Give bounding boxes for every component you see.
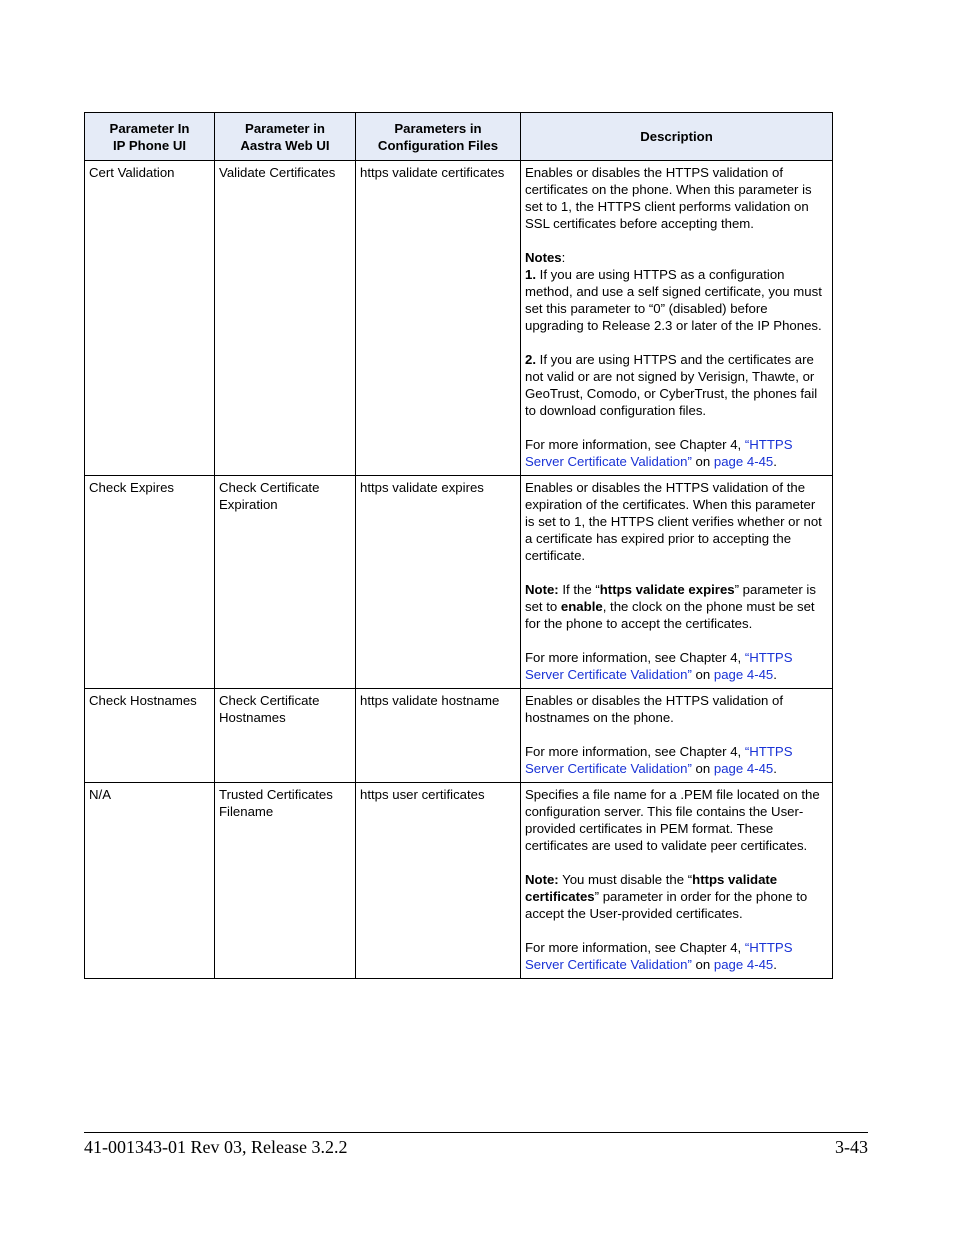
note-1: 1. If you are using HTTPS as a configuration method, and use a self signed certificate, you must set this parameter to “0” (disabled) before upgrading to Release 2.3 or later of the IP Phones. [525,267,822,333]
description-intro: Enables or disables the HTTPS validation of certificates on the phone. When this parameter is set to 1, the HTTPS client performs validation on SSL certificates before accepting them. [525,165,812,231]
section-link[interactable]: “HTTPS Server Certificate Validation” [525,437,793,469]
header-ip-phone-ui: Parameter In IP Phone UI [85,113,215,161]
section-link[interactable]: “HTTPS Server Certificate Validation” [525,744,793,776]
cell-description [521,161,833,476]
footer-doc-id: 41-001343-01 Rev 03, Release 3.2.2 [84,1137,348,1157]
cell-ip-phone-ui: Check Expires [85,476,215,689]
page-link[interactable]: page 4-45 [713,667,774,682]
notes-heading: Notes: [525,250,566,265]
note-2: 2. If you are using HTTPS and the certificates are not valid or are not signed by Verisign, Thawte, or GeoTrust, Comodo, or CyberTrust, the phones fail to download configuration files. [525,352,818,418]
table-row [85,783,833,979]
table-row [85,689,833,783]
more-info: For more information, see Chapter 4, “HTTPS Server Certificate Validation” on page 4-45. [525,437,793,469]
page-link[interactable]: page 4-45 [713,761,774,776]
cell-config-file: https validate expires [356,476,521,689]
cell-description [521,689,833,783]
cell-config-file: https user certificates [356,783,521,979]
cell-description [521,783,833,979]
section-link[interactable]: “HTTPS Server Certificate Validation” [525,940,793,972]
cell-config-file: https validate certificates [356,161,521,476]
header-web-ui: Parameter in Aastra Web UI [215,113,356,161]
more-info: For more information, see Chapter 4, “HTTPS Server Certificate Validation” on page 4-45. [525,744,793,776]
footer-divider [84,1132,868,1133]
cell-web-ui: Trusted Certificates Filename [215,783,356,979]
more-info: For more information, see Chapter 4, “HTTPS Server Certificate Validation” on page 4-45. [525,940,793,972]
note: Note: If the “https validate expires” parameter is set to enable, the clock on the phone must be set for the phone to accept the certificates. [525,582,816,631]
page-link[interactable]: page 4-45 [713,454,774,469]
cell-description [521,476,833,689]
cell-web-ui: Validate Certificates [215,161,356,476]
cell-ip-phone-ui: N/A [85,783,215,979]
table-header-row [85,113,833,161]
cell-ip-phone-ui: Cert Validation [85,161,215,476]
cell-web-ui: Check Certificate Hostnames [215,689,356,783]
cell-web-ui: Check Certificate Expiration [215,476,356,689]
note: Note: You must disable the “https validate certificates” parameter in order for the phone to accept the User-provided certificates. [525,872,808,921]
description-intro: Enables or disables the HTTPS validation of the expiration of the certificates. When this parameter is set to 1, the HTTPS client verifies whether or not a certificate has expired prior to accepting the certificate. [525,480,822,563]
footer-page-number: 3-43 [835,1137,868,1157]
cell-config-file: https validate hostname [356,689,521,783]
description-intro: Enables or disables the HTTPS validation of hostnames on the phone. [525,693,784,725]
more-info: For more information, see Chapter 4, “HTTPS Server Certificate Validation” on page 4-45. [525,650,793,682]
table-row [85,476,833,689]
parameters-table [84,112,833,979]
header-config-files: Parameters in Configuration Files [356,113,521,161]
page-link[interactable]: page 4-45 [713,957,774,972]
cell-ip-phone-ui: Check Hostnames [85,689,215,783]
section-link[interactable]: “HTTPS Server Certificate Validation” [525,650,793,682]
description-intro: Specifies a file name for a .PEM file located on the configuration server. This file contains the User-provided certificates in PEM format. These certificates are used to validate peer certificates. [525,787,820,853]
table-row [85,161,833,476]
header-description: Description [521,113,833,161]
